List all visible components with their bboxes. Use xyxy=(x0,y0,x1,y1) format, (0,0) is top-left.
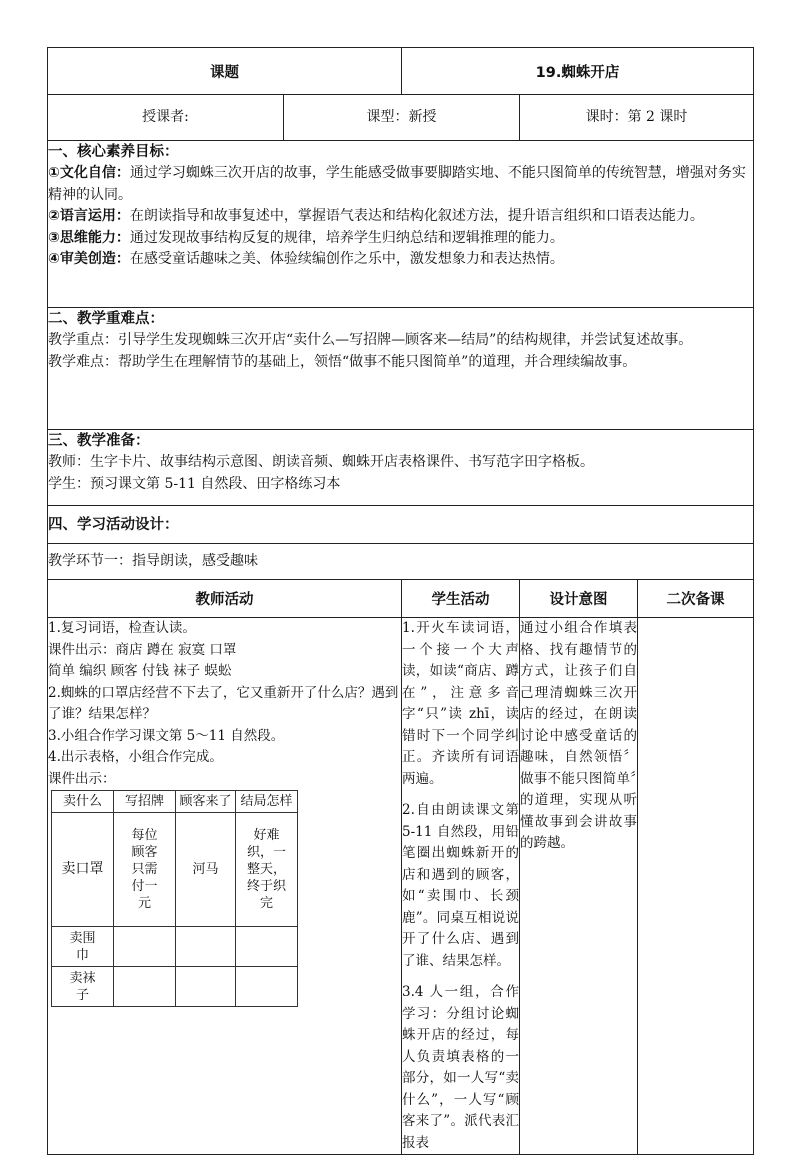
table-header: 结局怎样 xyxy=(236,791,298,813)
story-structure-table xyxy=(51,790,298,1007)
section-title: 一、核心素养目标： xyxy=(48,144,179,160)
design-intent-text: 通过小组合作填表格、找有趣情节的方式，让孩子们自己理清蜘蛛三次开店的经过，在朗读讨论中感受童话的趣味，自然领悟〞做事不能只图简单〞的道理，实现从听懂故事到会讲故事的跨越。 xyxy=(520,620,637,851)
section-title: 二、教学重难点： xyxy=(48,311,164,327)
student-paragraph: 3.4 人一组，合作学习：分组讨论蜘蛛开店的经过，每人负责填表格的一部分，如一人写“卖什么”，一人写“顾客来了”。派代表汇报表 xyxy=(402,984,519,1151)
teaching-step: 教学环节一：指导朗读，感受趣味 xyxy=(48,544,754,580)
topic-label: 课题 xyxy=(48,48,402,95)
table-cell xyxy=(236,927,298,967)
goal-item: ①文化自信：通过学习蜘蛛三次开店的故事，学生能感受做事要脚踏实地、不能只图简单的传统智慧，增强对务实精神的认同。 xyxy=(48,165,746,203)
activity-line: 课件出示：商店 蹲在 寂寞 口罩 xyxy=(48,641,237,658)
goal-item: ③思维能力：通过发现故事结构反复的规律，培养学生归纳总结和逻辑推理的能力。 xyxy=(48,229,564,246)
lesson-plan-page xyxy=(47,47,753,1155)
activity-line: 课件出示： xyxy=(48,770,116,787)
table-cell xyxy=(236,967,298,1007)
table-cell: 卖口罩 xyxy=(52,813,114,927)
column-second-prep: 二次备课 xyxy=(638,580,754,618)
table-cell xyxy=(114,927,176,967)
table-cell xyxy=(176,967,236,1007)
goal-item: ②语言运用：在朗读指导和故事复述中，掌握语气表达和结构化叙述方法，提升语言组织和口语表达能力。 xyxy=(48,208,704,224)
table-cell: 好难织，一整天，终于织完 xyxy=(236,813,298,927)
student-paragraph: 1.开火车读词语，一个接一个大声读，如读“商店、蹲在”，注意多音字“只”读 zhī，读错时下一个同学纠正。齐读所有词语两遍。 xyxy=(402,620,519,787)
activity-design-section xyxy=(48,506,754,544)
teaching-difficulty: 教学难点：帮助学生在理解情节的基础上，领悟“做事不能只图简单”的道理，并合理续编故事。 xyxy=(48,353,637,370)
activity-line: 4.出示表格，小组合作完成。 xyxy=(48,749,223,765)
teacher-activity-cell xyxy=(48,618,402,1155)
column-student-activity: 学生活动 xyxy=(402,580,520,618)
core-goals-section xyxy=(48,141,754,308)
table-cell: 每位顾客只需付一元 xyxy=(114,813,176,927)
activity-line: 3.小组合作学习课文第 5～11 自然段。 xyxy=(48,727,285,744)
lesson-period: 课时：第 2 课时 xyxy=(520,95,754,141)
column-teacher-activity: 教师活动 xyxy=(48,580,402,618)
table-header: 卖什么 xyxy=(52,791,114,813)
topic-value: 19.蜘蛛开店 xyxy=(402,48,754,95)
table-cell xyxy=(114,967,176,1007)
activity-line: 简单 编织 顾客 付钱 袜子 蜈蚣 xyxy=(48,663,232,679)
lesson-type: 课型：新授 xyxy=(284,95,520,141)
table-cell: 卖围巾 xyxy=(52,927,114,967)
column-design-intent: 设计意图 xyxy=(520,580,638,618)
teacher-label: 授课者: xyxy=(48,95,284,141)
section-title: 三、教学准备： xyxy=(48,433,150,449)
table-cell: 卖袜子 xyxy=(52,967,114,1007)
activity-line: 1.复习词语，检查认读。 xyxy=(48,620,196,636)
table-cell: 河马 xyxy=(176,813,236,927)
section-title: 四、学习活动设计： xyxy=(48,516,179,533)
teaching-focus: 教学重点：引导学生发现蜘蛛三次开店“卖什么—写招牌—顾客来—结局”的结构规律，并尝试复述故事。 xyxy=(48,332,693,348)
student-preparation: 学生：预习课文第 5-11 自然段、田字格练习本 xyxy=(48,475,341,492)
table-header: 顾客来了 xyxy=(176,791,236,813)
design-intent-cell xyxy=(520,618,638,1155)
table-cell xyxy=(176,927,236,967)
key-points-section xyxy=(48,308,754,430)
preparation-section xyxy=(48,430,754,506)
student-paragraph: 2.自由朗读课文第 5-11 自然段，用铅笔圈出蜘蛛新开的店和遇到的顾客，如“卖围巾、长颈鹿”。同桌互相说说开了什么店、遇到了谁、结果怎样。 xyxy=(402,802,519,969)
student-activity-cell xyxy=(402,618,520,1155)
goal-item: ④审美创造：在感受童话趣味之美、体验续编创作之乐中，激发想象力和表达热情。 xyxy=(48,251,564,267)
lesson-plan-table xyxy=(47,47,754,1155)
second-prep-cell xyxy=(638,618,754,1155)
teacher-preparation: 教师：生字卡片、故事结构示意图、朗读音频、蜘蛛开店表格课件、书写范字田字格板。 xyxy=(48,454,594,470)
activity-line: 2.蜘蛛的口罩店经营不下去了，它又重新开了什么店？遇到了谁？结果怎样？ xyxy=(48,684,399,722)
table-header: 写招牌 xyxy=(114,791,176,813)
